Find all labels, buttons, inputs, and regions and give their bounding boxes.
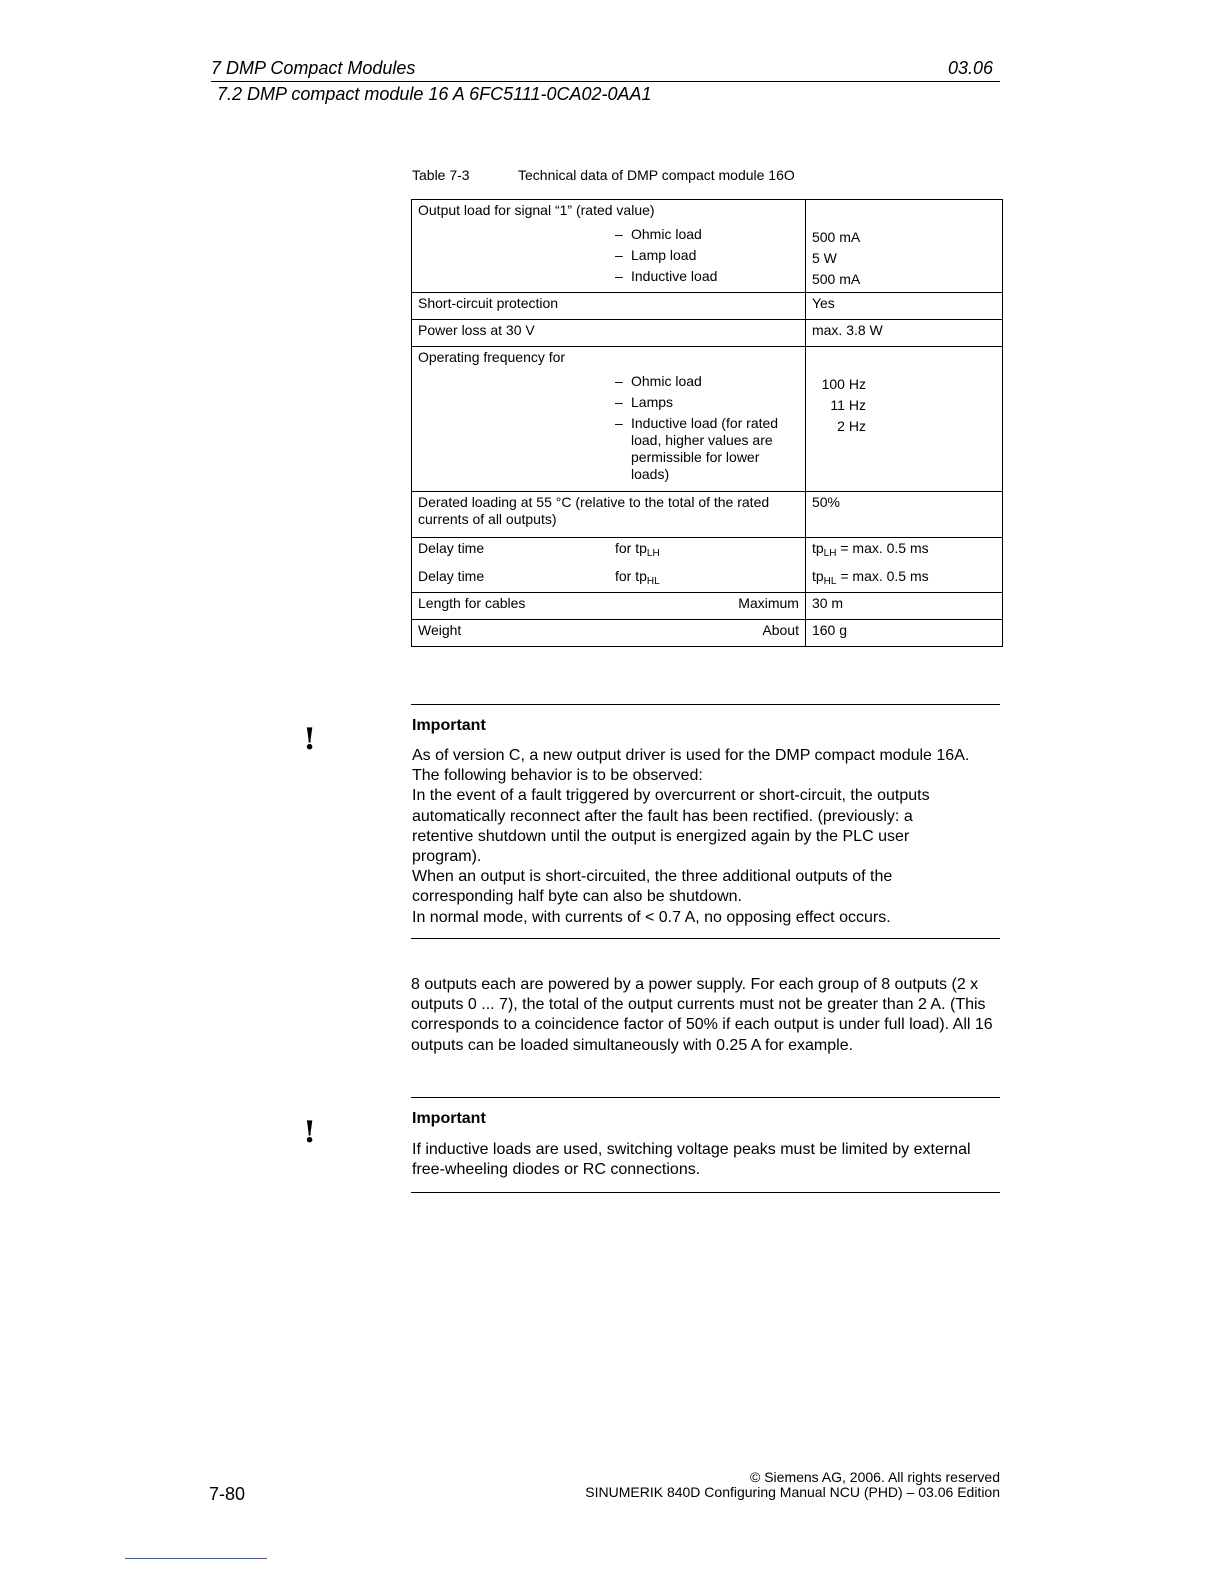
table-number: Table 7-3 [412,167,470,183]
table-row-operating-frequency [412,347,1003,492]
table-title: Technical data of DMP compact module 16O [518,167,795,183]
important-note-title: Important [412,717,486,734]
delay-lh-value: $tp_{LH} = \max$. 0.5 ms [811,540,929,559]
warning-exclamation-icon: ! [303,1115,317,1150]
output-load-ohmic-value: 500 mA [811,229,861,245]
output-load-inductive-value: 500 mA [811,271,861,287]
output-load-label: Output load for signal “1” (rated value) [418,202,655,218]
power-loss-label: Power loss at 30 V [418,322,535,338]
derated-loading-label: Derated loading at 55 °C (relative to the total of the rated currents of all outputs) [418,494,770,527]
cable-length-value: 30 m [811,595,844,611]
edition-date: 03.06 [948,58,994,78]
warning-exclamation-icon: ! [303,722,317,757]
table-row-power-loss [412,320,1003,347]
important-note-body: If inductive loads are used, switching voltage peaks must be limited by external free-wheeling diodes or RC connections. [412,1141,971,1179]
weight-label: Weight About [418,622,799,638]
table-caption [412,167,795,183]
chapter-title: 7 DMP Compact Modules [211,58,416,78]
technical-data-table [411,199,1003,647]
header-divider [211,81,1000,82]
frequency-lamps-value: 11 Hz [830,397,866,413]
list-item: – Lamp load [615,247,697,263]
table-row-derated-loading [412,492,1003,538]
short-circuit-value: Yes [811,295,835,311]
note-divider-top [411,1097,1000,1098]
important-note-body: As of version C, a new output driver is used for the DMP compact module 16A. The following behavior is to be observed: In the event of a fault triggered by overcurrent or short-circuit, the outputs automatically reconnect after the fault has been rectified. (previously: a retentive shutdown until the output is energized again by the PLC user program). When an output is short-circuited, the three additional outputs of the corresponding half byte can also be shutdown. In normal mode, with currents of < 0.7 A, no opposing effect occurs. [412,747,970,926]
footer-copyright: © Siemens AG, 2006. All rights reserved SINUMERIK 840D Configuring Manual NCU (PHD) – 03.06 Edition [585,1469,1000,1500]
list-item: – Lamps [615,394,674,410]
table-row-output-load [412,200,1003,293]
delay-hl-value: $tp_{HL} = \max$. 0.5 ms [811,568,929,587]
cable-length-label: Length for cables Maximum [418,595,799,611]
table-row-short-circuit [412,293,1003,320]
footnote-rule [125,1558,267,1559]
important-note-title: Important [412,1110,486,1127]
note-divider-top [411,704,1000,705]
operating-frequency-label: Operating frequency for [418,349,566,365]
table-row-weight [412,620,1003,647]
list-item: – Inductive load (for rated load, higher values are permissible for lower loads) [615,415,779,482]
delay-hl-label: Delay time for $tp_{HL}$ [418,568,660,587]
note-divider-bottom [411,938,1000,939]
frequency-inductive-value: 2 Hz [837,418,866,434]
delay-lh-label: Delay time for $tp_{LH}$ [418,540,660,559]
weight-value: 160 g [811,622,848,638]
list-item: – Inductive load [615,268,718,284]
list-item: – Ohmic load [615,373,702,389]
page-number: 7-80 [209,1484,246,1504]
note-divider-bottom [411,1192,1000,1193]
table-row-delay-time [412,538,1003,593]
output-load-lamp-value: 5 W [811,250,837,266]
derated-loading-value: 50% [811,494,840,510]
power-supply-paragraph: 8 outputs each are powered by a power supply. For each group of 8 outputs (2 x outputs 0 ... 7), the total of the output currents must not be greater than 2 A. (This corresponds to a coincidence factor of 50% if each output is under full load). All 16 outputs can be loaded simultaneously with 0.25 A for example. [411,976,993,1054]
frequency-ohmic-value: 100 Hz [821,376,866,392]
short-circuit-label: Short-circuit protection [418,295,559,311]
power-loss-value: max. 3.8 W [811,322,883,338]
list-item: – Ohmic load [615,226,702,242]
table-row-cable-length [412,593,1003,620]
section-title: 7.2 DMP compact module 16 A 6FC5111-0CA02-0AA1 [217,84,652,104]
